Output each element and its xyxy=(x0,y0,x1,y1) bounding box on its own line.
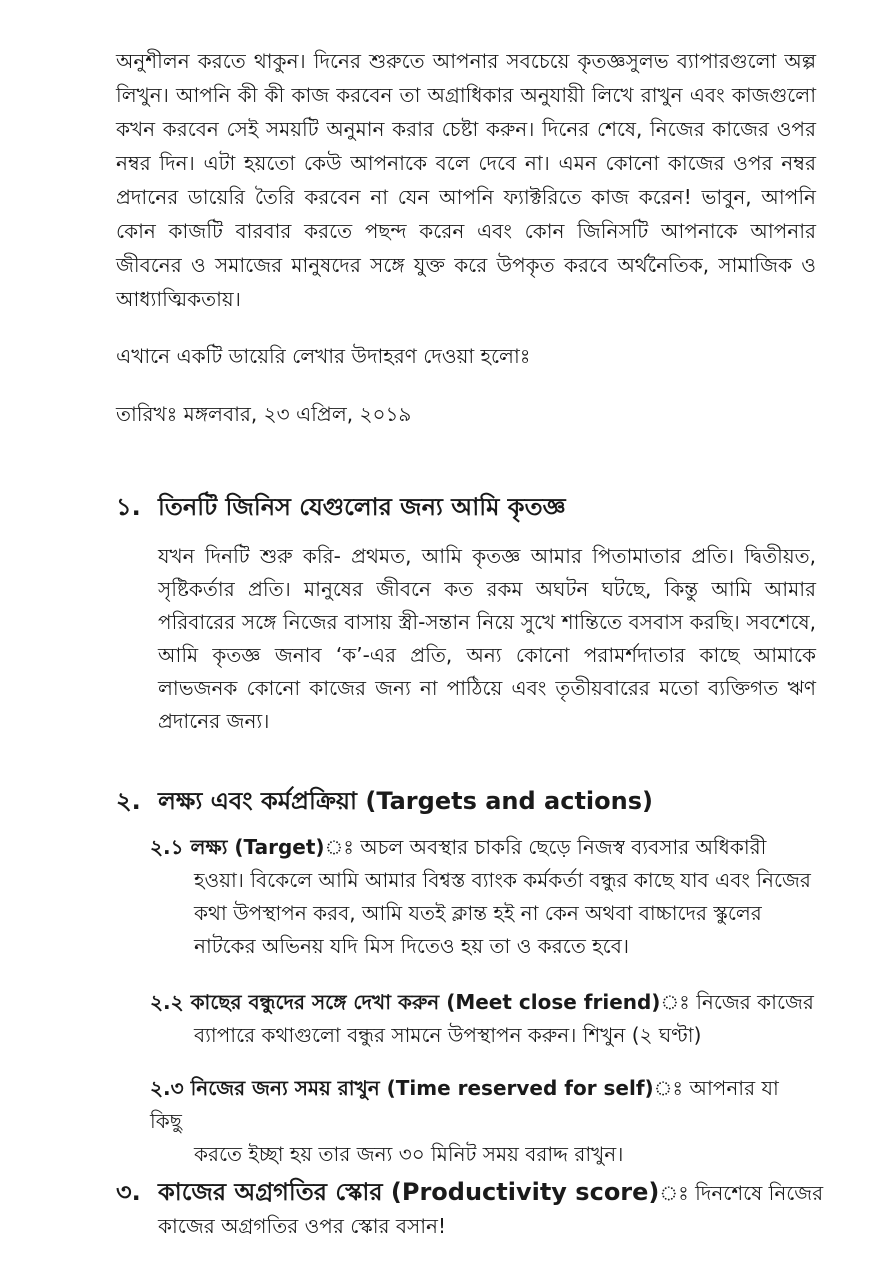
subsection-2-1-first-line: ঃ অচল অবস্থার চাকরি ছেড়ে নিজস্ব ব্যবসার অধিকারী xyxy=(324,835,767,859)
section-2-heading xyxy=(116,783,836,819)
intro-paragraph: অনুশীলন করতে থাকুন। দিনের শুরুতে আপনার সবচেয়ে কৃতজ্ঞসুলভ ব্যাপারগুলো অল্প লিখুন। আপনি কী কী কাজ করবেন তা অগ্রাধিকার অনুযায়ী লিখে রাখুন এবং কাজগুলো কখন করবেন সেই সময়টি অনুমান করার চেষ্টা করুন। দিনের শেষে, নিজের কাজের ওপর নম্বর দিন। এটা হয়তো কেউ আপনাকে বলে দেবে না। এমন কোনো কাজের ওপর নম্বর প্রদানের ডায়েরি তৈরি করবেন না যেন আপনি ফ্যাক্টরিতে কাজ করেন! ভাবুন, আপনি কোন কাজটি বারবার করতে পছন্দ করেন এবং কোন জিনিসটি আপনাকে আপনার জীবনের ও সমাজের মানুষদের সঙ্গে যুক্ত করে উপকৃত করবে অর্থনৈতিক, সামাজিক ও আধ্যাত্মিকতায়। xyxy=(116,49,816,311)
subsection-2-3 xyxy=(150,1072,816,1171)
section-3-number: ৩. xyxy=(116,1178,141,1206)
subsection-2-2-rest: ব্যাপারে কথাগুলো বন্ধুর সামনে উপস্থাপন করুন। শিখুন (২ ঘণ্টা) xyxy=(194,1023,702,1047)
section-1-heading xyxy=(116,489,836,525)
section-1-number: ১. xyxy=(116,493,141,521)
section-3-continuation: কাজের অগ্রগতির ওপর স্কোর বসান! xyxy=(158,1214,447,1238)
section-3-trail: ঃ দিনশেষে নিজের xyxy=(659,1181,824,1205)
section-1-body: যখন দিনটি শুরু করি- প্রথমত, আমি কৃতজ্ঞ আমার পিতামাতার প্রতি। দ্বিতীয়ত, সৃষ্টিকর্তার প্রতি। মানুষের জীবনে কত রকম অঘটন ঘটছে, কিন্তু আমি আমার পরিবারের সঙ্গে নিজের বাসায় স্ত্রী-সন্তান নিয়ে সুখে শান্তিতে বসবাস করছি। সবশেষে, আমি কৃতজ্ঞ জনাব ‘ক’-এর প্রতি, অন্য কোনো পরামর্শদাতার কাছে আমাকে লাভজনক কোনো কাজের জন্য না পাঠিয়ে এবং তৃতীয়বারের মতো ব্যক্তিগত ঋণ প্রদানের জন্য। xyxy=(158,544,816,733)
section-2-number: ২. xyxy=(116,787,141,815)
section-3-title: কাজের অগ্রগতির স্কোর (Productivity score) xyxy=(158,1178,660,1206)
subsection-2-1-lead: ২.১ লক্ষ্য (Target) xyxy=(150,835,325,859)
example-intro-line: এখানে একটি ডায়েরি লেখার উদাহরণ দেওয়া হলোঃ xyxy=(116,344,531,368)
subsection-2-2 xyxy=(150,986,816,1052)
subsection-2-2-first-line: ঃ নিজের কাজের xyxy=(660,990,814,1014)
subsection-2-3-lead: ২.৩ নিজের জন্য সময় রাখুন (Time reserved for self) xyxy=(150,1076,654,1100)
subsection-2-3-first-line: ঃ আপনার যা কিছু xyxy=(150,1076,779,1133)
section-1-title: তিনটি জিনিস যেগুলোর জন্য আমি কৃতজ্ঞ xyxy=(158,493,566,521)
subsection-2-1 xyxy=(150,831,816,963)
section-2-title: লক্ষ্য এবং কর্মপ্রক্রিয়া (Targets and actions) xyxy=(158,787,653,815)
subsection-2-1-rest: হওয়া। বিকেলে আমি আমার বিশ্বস্ত ব্যাংক কর্মকর্তা বন্ধুর কাছে যাব এবং নিজের কথা উপস্থাপন করব, আমি যতই ক্লান্ত হই না কেন অথবা বাচ্চাদের স্কুলের নাটকের অভিনয় যদি মিস দিতেও হয় তা ও করতে হবে। xyxy=(194,868,811,958)
diary-date-line: তারিখঃ মঙ্গলবার, ২৩ এপ্রিল, ২০১৯ xyxy=(116,402,412,426)
subsection-2-2-lead: ২.২ কাছের বন্ধুদের সঙ্গে দেখা করুন (Meet close friend) xyxy=(150,990,661,1014)
subsection-2-3-rest: করতে ইচ্ছা হয় তার জন্য ৩০ মিনিট সময় বরাদ্দ রাখুন। xyxy=(194,1142,624,1166)
section-3-heading xyxy=(116,1174,836,1211)
